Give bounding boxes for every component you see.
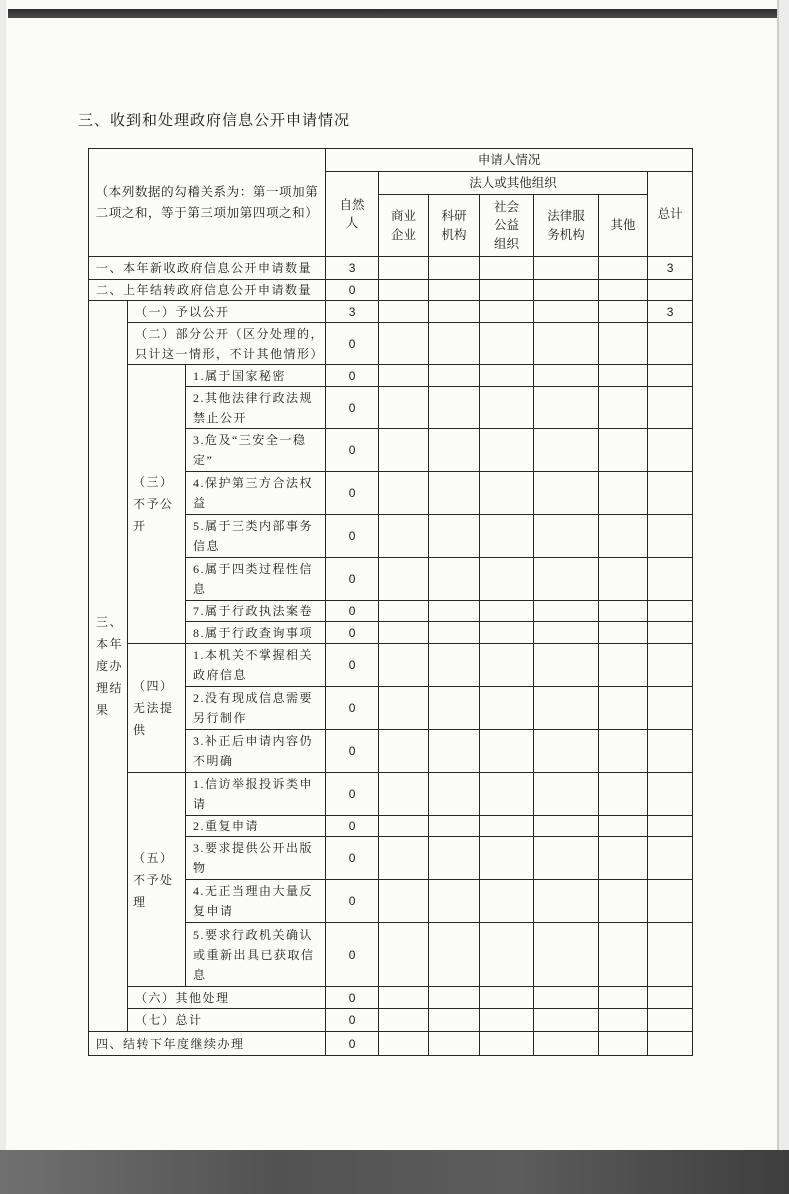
- total-header: 总计: [648, 172, 693, 257]
- row-label: 2.没有现成信息需要另行制作: [186, 687, 326, 730]
- total-cell: [648, 644, 693, 687]
- business-cell: [379, 323, 429, 365]
- research-cell: [429, 387, 480, 429]
- public-welfare-cell: [480, 644, 534, 687]
- business-cell: [379, 773, 429, 816]
- public-welfare-cell: [480, 387, 534, 429]
- natural-person-cell: 0: [326, 1009, 379, 1032]
- natural-person-cell: 0: [326, 730, 379, 773]
- row-label: 1.信访举报投诉类申请: [186, 773, 326, 816]
- other-cell: [599, 323, 648, 365]
- legal-service-cell: [534, 257, 599, 280]
- legal-service-cell: [534, 387, 599, 429]
- legal-service-cell: [534, 987, 599, 1009]
- research-cell: [429, 1032, 480, 1056]
- scan-top-edge: [8, 9, 778, 18]
- total-cell: [648, 1032, 693, 1056]
- research-cell: [429, 730, 480, 773]
- research-cell: [429, 280, 480, 301]
- total-cell: 3: [648, 257, 693, 280]
- public-welfare-cell: [480, 257, 534, 280]
- disclosure-request-table: [88, 148, 693, 1056]
- natural-person-cell: 0: [326, 515, 379, 558]
- row-label: 一、本年新收政府信息公开申请数量: [89, 257, 326, 280]
- table-row: [89, 773, 693, 816]
- total-cell: [648, 558, 693, 601]
- other-cell: [599, 301, 648, 323]
- business-cell: [379, 515, 429, 558]
- legal-service-cell: [534, 644, 599, 687]
- row-label: 3.要求提供公开出版物: [186, 837, 326, 880]
- natural-person-cell: 0: [326, 429, 379, 472]
- research-cell: [429, 558, 480, 601]
- natural-person-cell: 0: [326, 472, 379, 515]
- table-row: [89, 644, 693, 687]
- table-row: [89, 365, 693, 387]
- total-cell: [648, 816, 693, 837]
- row-label: （一）予以公开: [128, 301, 326, 323]
- total-cell: [648, 601, 693, 622]
- legal-service-cell: [534, 923, 599, 987]
- business-header-label: 商业企业: [391, 209, 417, 242]
- other-cell: [599, 280, 648, 301]
- total-cell: [648, 323, 693, 365]
- natural-person-header: [326, 172, 379, 257]
- research-cell: [429, 429, 480, 472]
- natural-person-cell: 0: [326, 687, 379, 730]
- scan-right-edge: [777, 0, 779, 1150]
- total-cell: [648, 987, 693, 1009]
- public-welfare-cell: [480, 280, 534, 301]
- applicant-info-header: 申请人情况: [326, 149, 693, 172]
- legal-service-cell: [534, 429, 599, 472]
- public-welfare-cell: [480, 429, 534, 472]
- not-processed-group-label: （五）不予处理: [128, 773, 186, 987]
- public-welfare-cell: [480, 1032, 534, 1056]
- legal-service-cell: [534, 1009, 599, 1032]
- public-welfare-cell: [480, 301, 534, 323]
- total-cell: [648, 622, 693, 644]
- total-cell: [648, 837, 693, 880]
- natural-person-cell: 0: [326, 837, 379, 880]
- other-cell: [599, 387, 648, 429]
- natural-person-header-label: 自然人: [339, 197, 365, 230]
- public-welfare-header-label: 社会公益组织: [494, 199, 520, 251]
- natural-person-cell: 0: [326, 816, 379, 837]
- total-cell: [648, 429, 693, 472]
- legal-service-cell: [534, 280, 599, 301]
- total-cell: [648, 880, 693, 923]
- research-cell: [429, 880, 480, 923]
- natural-person-cell: 0: [326, 773, 379, 816]
- row-label: 6.属于四类过程性信息: [186, 558, 326, 601]
- natural-person-cell: 0: [326, 622, 379, 644]
- legal-service-cell: [534, 773, 599, 816]
- legal-service-cell: [534, 1032, 599, 1056]
- not-disclosed-group-label: （三）不予公开: [128, 365, 186, 644]
- business-cell: [379, 257, 429, 280]
- row-label: 4.保护第三方合法权益: [186, 472, 326, 515]
- row-label: （六）其他处理: [128, 987, 326, 1009]
- research-cell: [429, 816, 480, 837]
- other-cell: [599, 472, 648, 515]
- natural-person-cell: 0: [326, 387, 379, 429]
- row-label: 2.其他法律行政法规禁止公开: [186, 387, 326, 429]
- table-row: [89, 987, 693, 1009]
- public-welfare-cell: [480, 837, 534, 880]
- table-row: [89, 1032, 693, 1056]
- total-cell: [648, 687, 693, 730]
- other-cell: [599, 622, 648, 644]
- other-cell: [599, 558, 648, 601]
- row-label: 2.重复申请: [186, 816, 326, 837]
- row-label: 8.属于行政查询事项: [186, 622, 326, 644]
- public-welfare-cell: [480, 558, 534, 601]
- public-welfare-cell: [480, 622, 534, 644]
- header-row: [89, 149, 693, 172]
- business-cell: [379, 387, 429, 429]
- other-cell: [599, 987, 648, 1009]
- row-label: 3.补正后申请内容仍不明确: [186, 730, 326, 773]
- public-welfare-cell: [480, 816, 534, 837]
- natural-person-cell: 0: [326, 1032, 379, 1056]
- research-cell: [429, 472, 480, 515]
- row-label: （二）部分公开（区分处理的，只计这一情形，不计其他情形）: [128, 323, 326, 365]
- public-welfare-cell: [480, 601, 534, 622]
- other-cell: [599, 1009, 648, 1032]
- natural-person-cell: 0: [326, 323, 379, 365]
- research-cell: [429, 773, 480, 816]
- other-cell: [599, 257, 648, 280]
- business-cell: [379, 644, 429, 687]
- public-welfare-cell: [480, 923, 534, 987]
- other-cell: [599, 644, 648, 687]
- legal-service-cell: [534, 365, 599, 387]
- other-cell: [599, 880, 648, 923]
- scan-bottom-edge: [0, 1150, 789, 1194]
- other-header: 其他: [599, 195, 648, 257]
- legal-service-cell: [534, 601, 599, 622]
- other-cell: [599, 773, 648, 816]
- natural-person-cell: 0: [326, 558, 379, 601]
- legal-service-cell: [534, 816, 599, 837]
- research-cell: [429, 365, 480, 387]
- business-cell: [379, 880, 429, 923]
- other-cell: [599, 365, 648, 387]
- research-cell: [429, 644, 480, 687]
- row-label: 四、结转下年度继续办理: [89, 1032, 326, 1056]
- total-cell: [648, 472, 693, 515]
- research-cell: [429, 1009, 480, 1032]
- natural-person-cell: 0: [326, 280, 379, 301]
- table-row: [89, 301, 693, 323]
- business-header: [379, 195, 429, 257]
- research-cell: [429, 923, 480, 987]
- business-cell: [379, 472, 429, 515]
- research-cell: [429, 301, 480, 323]
- public-welfare-cell: [480, 365, 534, 387]
- natural-person-cell: 3: [326, 301, 379, 323]
- natural-person-cell: 3: [326, 257, 379, 280]
- research-header-label: 科研机构: [441, 209, 467, 242]
- other-cell: [599, 687, 648, 730]
- other-cell: [599, 429, 648, 472]
- legal-service-cell: [534, 687, 599, 730]
- total-cell: [648, 365, 693, 387]
- research-header: [429, 195, 480, 257]
- legal-service-cell: [534, 558, 599, 601]
- table-row: [89, 257, 693, 280]
- business-cell: [379, 923, 429, 987]
- other-cell: [599, 515, 648, 558]
- public-welfare-cell: [480, 880, 534, 923]
- public-welfare-cell: [480, 730, 534, 773]
- public-welfare-cell: [480, 472, 534, 515]
- total-cell: [648, 730, 693, 773]
- business-cell: [379, 429, 429, 472]
- unable-to-provide-group-label: （四）无法提供: [128, 644, 186, 773]
- row-label: 5.属于三类内部事务信息: [186, 515, 326, 558]
- legal-service-cell: [534, 323, 599, 365]
- business-cell: [379, 987, 429, 1009]
- legal-service-cell: [534, 301, 599, 323]
- legal-service-header-label: 法律服务机构: [547, 209, 585, 242]
- other-cell: [599, 601, 648, 622]
- business-cell: [379, 837, 429, 880]
- legal-service-cell: [534, 730, 599, 773]
- legal-service-cell: [534, 880, 599, 923]
- column-note: （本列数据的勾稽关系为：第一项加第二项之和，等于第三项加第四项之和）: [89, 149, 326, 257]
- public-welfare-cell: [480, 987, 534, 1009]
- table-row: [89, 280, 693, 301]
- public-welfare-cell: [480, 687, 534, 730]
- public-welfare-cell: [480, 773, 534, 816]
- research-cell: [429, 987, 480, 1009]
- results-group-label: 三、本年度办理结果: [89, 301, 128, 1032]
- legal-service-header: [534, 195, 599, 257]
- business-cell: [379, 558, 429, 601]
- research-cell: [429, 837, 480, 880]
- business-cell: [379, 301, 429, 323]
- natural-person-cell: 0: [326, 880, 379, 923]
- other-cell: [599, 730, 648, 773]
- business-cell: [379, 816, 429, 837]
- row-label: （七）总计: [128, 1009, 326, 1032]
- business-cell: [379, 687, 429, 730]
- other-cell: [599, 1032, 648, 1056]
- row-label: 3.危及“三安全一稳定”: [186, 429, 326, 472]
- row-label: 4.无正当理由大量反复申请: [186, 880, 326, 923]
- business-cell: [379, 365, 429, 387]
- row-label: 5.要求行政机关确认或重新出具已获取信息: [186, 923, 326, 987]
- business-cell: [379, 1032, 429, 1056]
- public-welfare-cell: [480, 1009, 534, 1032]
- section-title: 三、收到和处理政府信息公开申请情况: [78, 113, 351, 129]
- legal-person-header: 法人或其他组织: [379, 172, 648, 195]
- row-label: 二、上年结转政府信息公开申请数量: [89, 280, 326, 301]
- other-cell: [599, 816, 648, 837]
- total-cell: [648, 923, 693, 987]
- business-cell: [379, 601, 429, 622]
- total-cell: 3: [648, 301, 693, 323]
- business-cell: [379, 280, 429, 301]
- legal-service-cell: [534, 472, 599, 515]
- total-cell: [648, 773, 693, 816]
- natural-person-cell: 0: [326, 644, 379, 687]
- total-cell: [648, 515, 693, 558]
- public-welfare-cell: [480, 515, 534, 558]
- business-cell: [379, 1009, 429, 1032]
- research-cell: [429, 622, 480, 644]
- table-row: [89, 323, 693, 365]
- table-row: [89, 1009, 693, 1032]
- row-label: 1.本机关不掌握相关政府信息: [186, 644, 326, 687]
- row-label: 7.属于行政执法案卷: [186, 601, 326, 622]
- research-cell: [429, 323, 480, 365]
- legal-service-cell: [534, 837, 599, 880]
- total-cell: [648, 1009, 693, 1032]
- natural-person-cell: 0: [326, 987, 379, 1009]
- research-cell: [429, 515, 480, 558]
- business-cell: [379, 622, 429, 644]
- total-cell: [648, 280, 693, 301]
- research-cell: [429, 257, 480, 280]
- other-cell: [599, 837, 648, 880]
- research-cell: [429, 601, 480, 622]
- legal-service-cell: [534, 515, 599, 558]
- other-cell: [599, 923, 648, 987]
- natural-person-cell: 0: [326, 601, 379, 622]
- public-welfare-header: [480, 195, 534, 257]
- natural-person-cell: 0: [326, 365, 379, 387]
- natural-person-cell: 0: [326, 923, 379, 987]
- total-cell: [648, 387, 693, 429]
- business-cell: [379, 730, 429, 773]
- public-welfare-cell: [480, 323, 534, 365]
- legal-service-cell: [534, 622, 599, 644]
- research-cell: [429, 687, 480, 730]
- row-label: 1.属于国家秘密: [186, 365, 326, 387]
